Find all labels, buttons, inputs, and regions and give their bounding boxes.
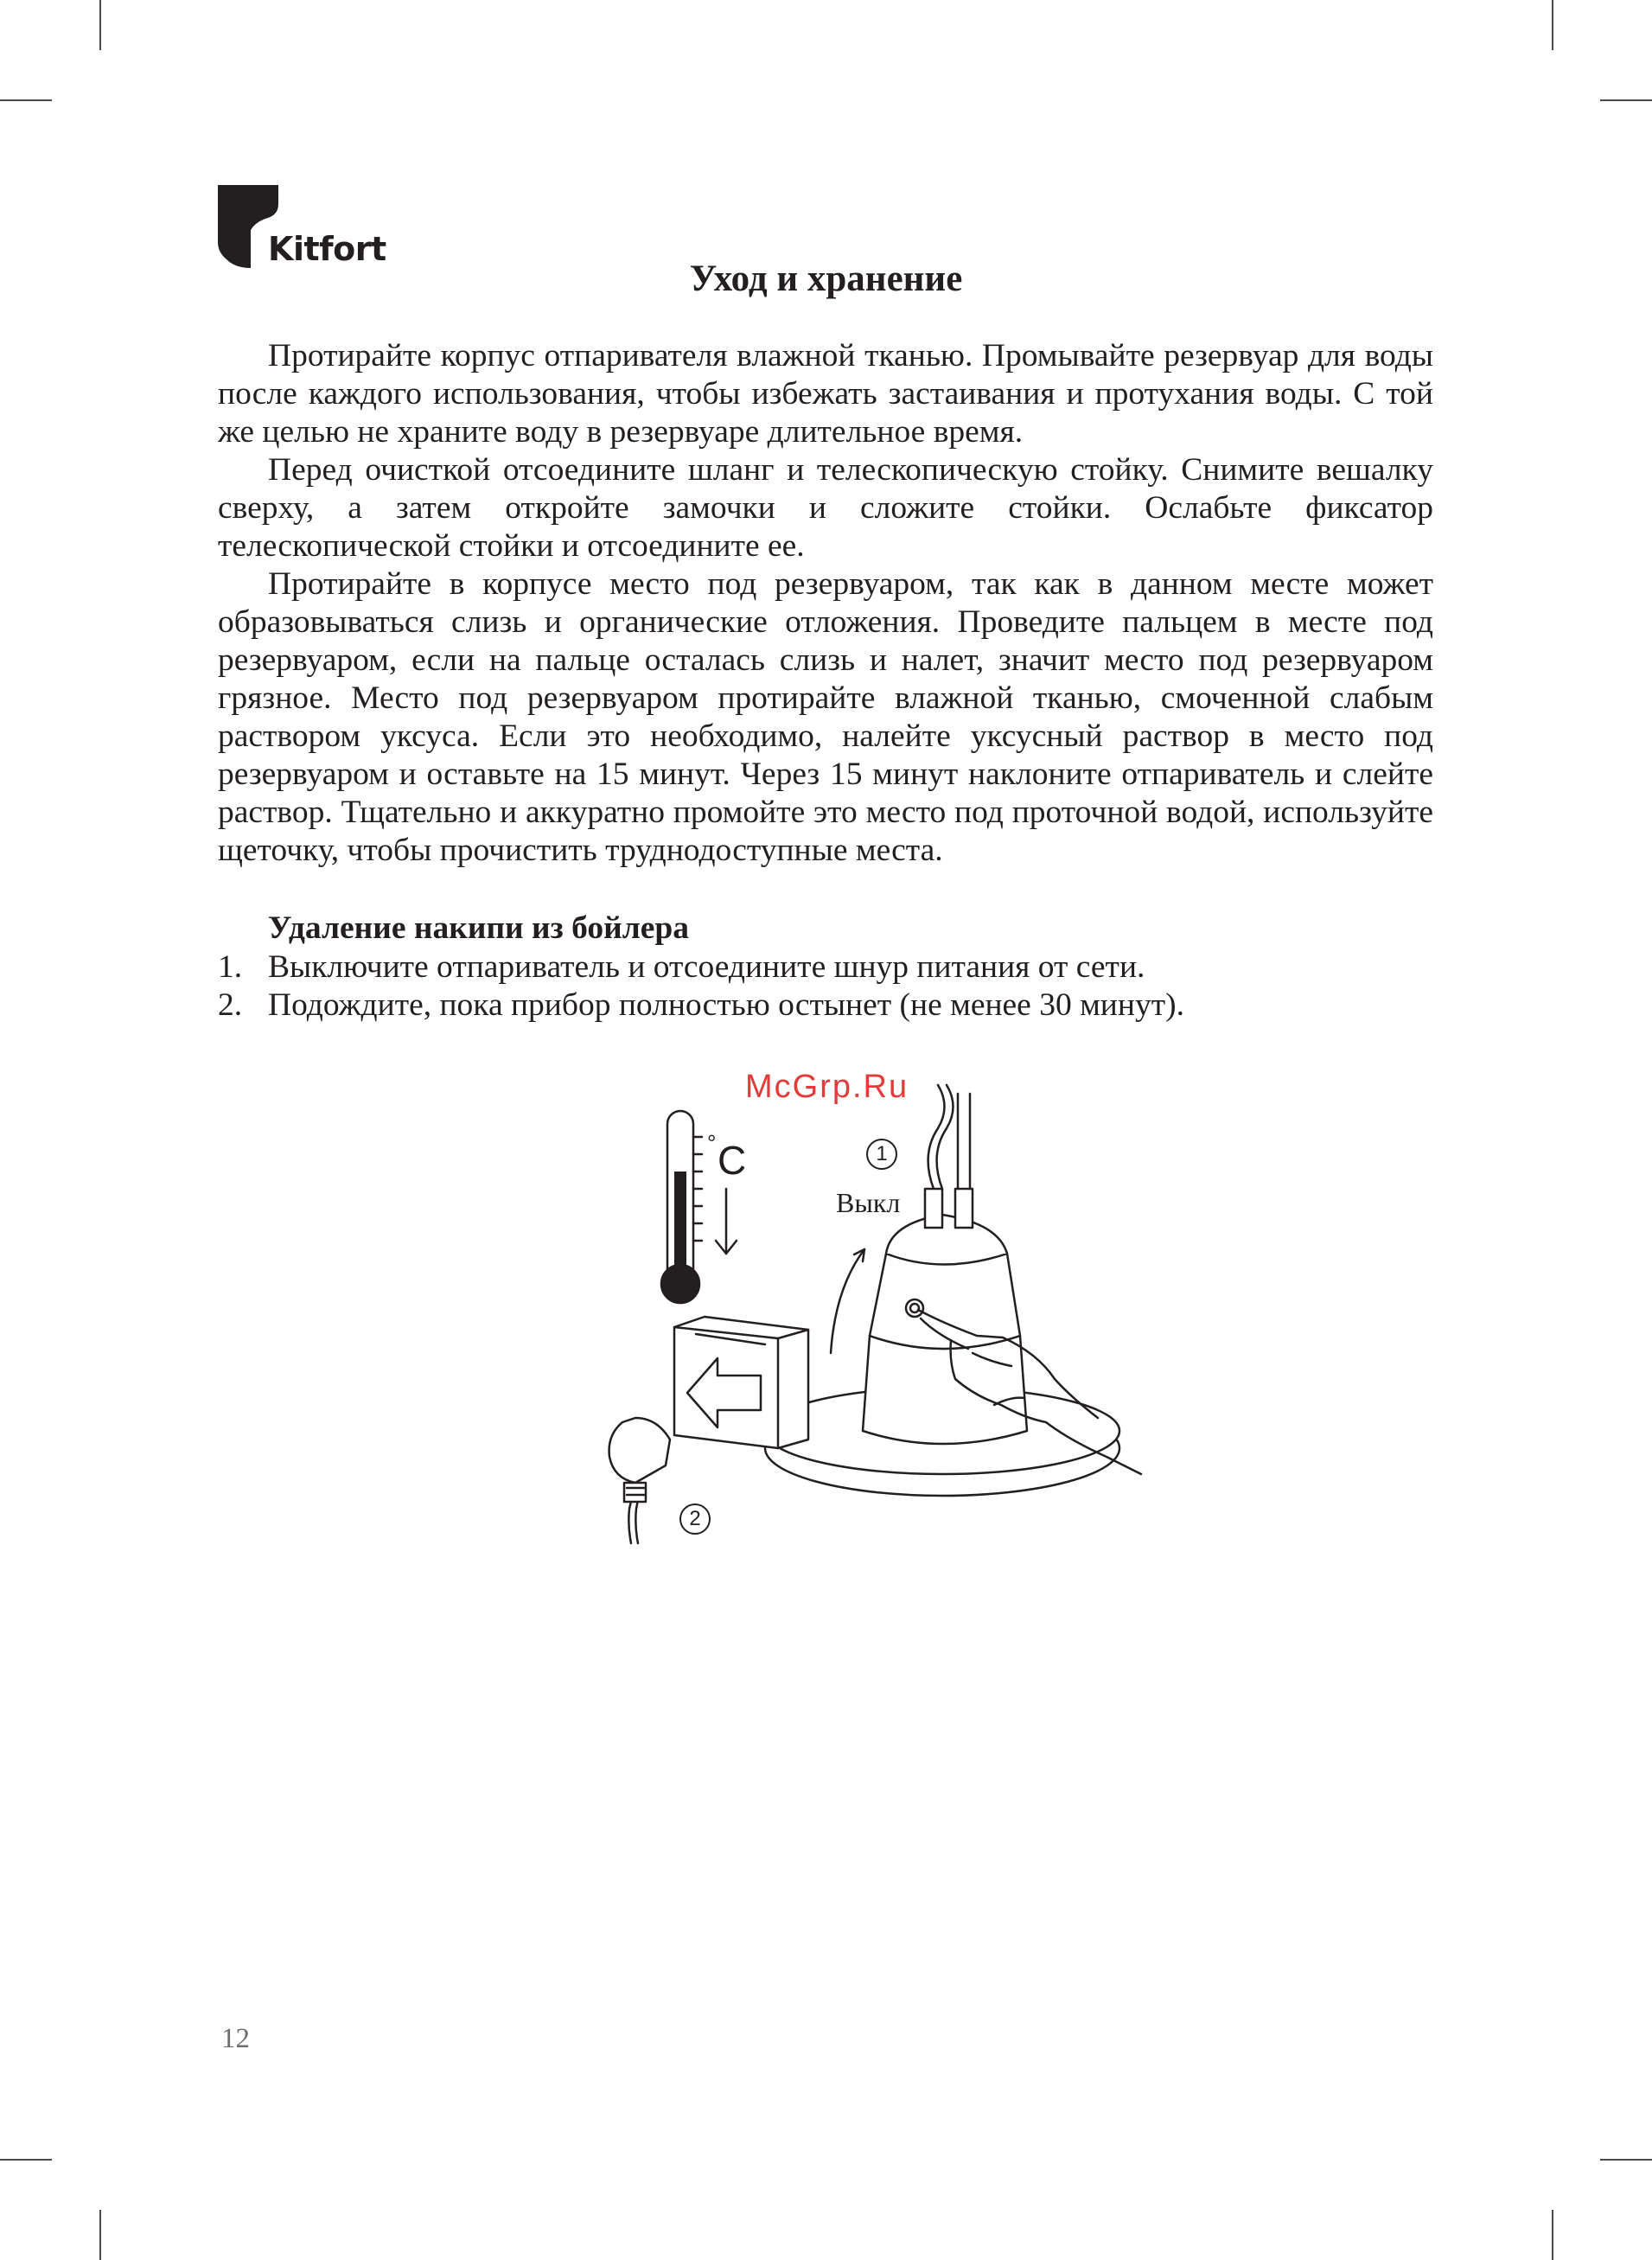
paragraph: Протирайте корпус отпаривателя влажной тканью. Промывайте резервуар для воды после каждого использования, чтобы избежать застаивания и протухания воды. С той же целью не храните воду в резервуаре длительное время. [218, 338, 1433, 450]
crop-mark [1552, 0, 1553, 50]
rotate-arrow [831, 1249, 864, 1353]
brand-name: Kitfort [268, 230, 386, 268]
step-1-marker: 1 [866, 1139, 897, 1170]
body-text [218, 337, 1433, 870]
celsius-unit: C [718, 1138, 747, 1183]
crop-mark [0, 99, 52, 101]
list-item [218, 986, 1433, 1025]
paragraph: Перед очисткой отсоедините шланг и телескопическую стойку. Снимите вешалку сверху, а затем откройте замочки и сложите стойки. Ослабьте фиксатор телескопической стойки и отсоедините ее. [218, 452, 1433, 564]
steps-list [218, 948, 1433, 1025]
list-item [218, 948, 1433, 986]
off-label: Выкл [836, 1187, 901, 1218]
plug-icon [609, 1418, 670, 1543]
page-title: Уход и хранение [689, 259, 963, 299]
step-text: Подождите, пока прибор полностью остынет (не менее 30 минут). [268, 987, 1184, 1023]
crop-mark [0, 2159, 52, 2161]
paragraph: Протирайте в корпусе место под резервуаром, так как в данном месте может образовываться слизь и органические отложения. Проведите пальцем в месте под резервуаром, если на пальце осталась слизь и налет, значит место под резервуаром грязное. Место под резервуаром протирайте влажной тканью, смоченной слабым раствором уксуса. Если это необходимо, налейте уксусный раствор в место под резервуаром и оставьте на 15 минут. Через 15 минут наклоните отпариватель и слейте раствор. Тщательно и аккуратно промойте это место под проточной водой, используйте щеточку, чтобы прочистить труднодоступные места. [218, 566, 1433, 868]
page-number: 12 [221, 2023, 250, 2054]
step-text: Выключите отпариватель и отсоедините шнур питания от сети. [268, 949, 1145, 985]
steamer-icon [765, 1085, 1119, 1496]
crop-mark [1600, 2159, 1652, 2161]
crop-mark [1552, 2210, 1553, 2260]
illustration [588, 1076, 1150, 1733]
steamer-unplug-illustration [588, 1076, 1150, 1733]
step-2-marker: 2 [679, 1503, 711, 1535]
subsection-title: Удаление накипи из бойлера [268, 910, 689, 946]
crop-mark [99, 0, 101, 50]
thermometer-icon [661, 1111, 702, 1303]
step-number: 2. [218, 987, 243, 1023]
degree-sign: ° [707, 1130, 717, 1156]
watermark: McGrp.Ru [745, 1069, 909, 1105]
crop-mark [1600, 99, 1652, 101]
step-number: 1. [218, 949, 243, 985]
arrow-down-icon [716, 1189, 737, 1254]
crop-mark [99, 2210, 101, 2260]
